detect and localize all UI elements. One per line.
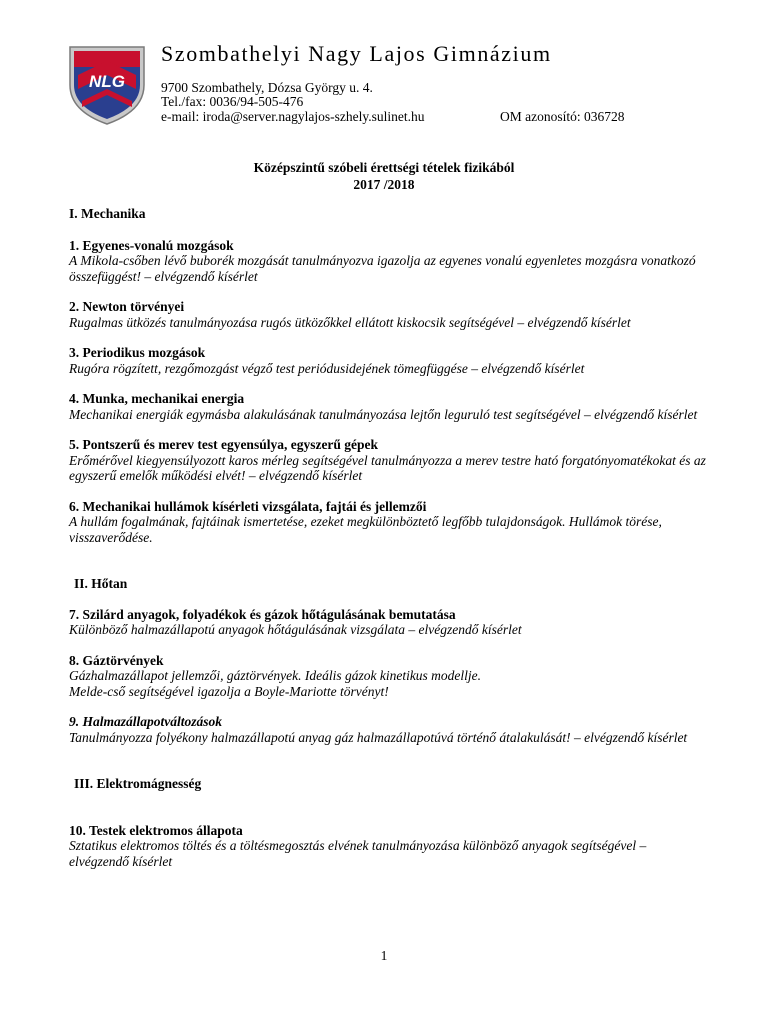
topic-item: [69, 391, 709, 422]
section-heading: III. Elektromágnesség: [74, 776, 202, 791]
shield-icon: [68, 45, 146, 125]
topic-description: A Mikola-csőben lévő buborék mozgását tanulmányozva igazolja az egyenes vonalú egyenletes mozgásra vonatkozó összefüggést! – elvégzendő kísérlet: [69, 253, 696, 284]
topic-item: [69, 714, 709, 745]
document-body: [69, 206, 709, 869]
topic-description: Gázhalmazállapot jellemzői, gáztörvények. Ideális gázok kinetikus modellje.: [69, 668, 482, 683]
school-name: Szombathelyi Nagy Lajos Gimnázium: [161, 41, 552, 66]
school-phone: Tel./fax: 0036/94-505-476: [161, 94, 304, 109]
topic-title: 10. Testek elektromos állapota: [69, 822, 243, 838]
topic-item: [69, 607, 709, 638]
topic-title: 6. Mechanikai hullámok kísérleti vizsgálata, fajtái és jellemzői: [69, 498, 427, 514]
topic-description: Sztatikus elektromos töltés és a töltésmegosztás elvének tanulmányozása különböző anyagok segítségével – elvégzendő kísérlet: [69, 838, 647, 869]
page-number: 1: [380, 948, 388, 963]
logo-text: NLG: [89, 72, 125, 91]
topic-title: 7. Szilárd anyagok, folyadékok és gázok hőtágulásának bemutatása: [69, 606, 456, 622]
topic-item: [69, 345, 709, 376]
topic-description: Erőmérővel kiegyensúlyozott karos mérleg segítségével tanulmányozza a merev testre ható forgatónyomatékokat és az egyszerű emelők működési elvét! – elvégzendő kísérlet: [69, 452, 706, 483]
topic-description: Tanulmányozza folyékony halmazállapotú anyag gáz halmazállapotúvá történő átalakulását! – elvégzendő kísérlet: [69, 729, 688, 745]
topic-description: A hullám fogalmának, fajtáinak ismertetése, ezeket megkülönböztető legfőbb tulajdonságok. Hullámok törése, visszaverődése.: [69, 514, 662, 545]
document-year: 2017 /2018: [353, 177, 415, 192]
document-title: Középszintű szóbeli érettségi tételek fizikából: [253, 160, 515, 175]
topic-item: [69, 653, 709, 700]
topic-description: Melde-cső segítségével igazolja a Boyle-Mariotte törvényt!: [69, 683, 389, 699]
topic-item: [69, 238, 709, 285]
school-address: 9700 Szombathely, Dózsa György u. 4.: [161, 80, 373, 95]
school-logo: [68, 45, 146, 125]
topic-title: 2. Newton törvényei: [69, 299, 185, 314]
om-identifier: OM azonosító: 036728: [500, 109, 625, 124]
topic-description: Rugóra rögzített, rezgőmozgást végző test periódusidejének tömegfüggése – elvégzendő kísérlet: [69, 360, 585, 376]
topic-title: 9. Halmazállapotváltozások: [69, 714, 223, 729]
topic-item: [69, 823, 709, 870]
topic-description: Rugalmas ütközés tanulmányozása rugós ütközőkkel ellátott kiskocsik segítségével – elvégzendő kísérlet: [69, 314, 631, 330]
topic-item: [69, 499, 709, 546]
section-heading: II. Hőtan: [74, 576, 128, 591]
section-heading: I. Mechanika: [69, 206, 146, 221]
topic-item: [69, 299, 709, 330]
topic-title: 3. Periodikus mozgások: [69, 345, 206, 360]
topic-title: 5. Pontszerű és merev test egyensúlya, egyszerű gépek: [69, 437, 379, 452]
topic-title: 8. Gáztörvények: [69, 652, 164, 668]
school-email: e-mail: iroda@server.nagylajos-szhely.sulinet.hu: [161, 109, 425, 124]
topic-description: Különböző halmazállapotú anyagok hőtágulásának vizsgálata – elvégzendő kísérlet: [69, 622, 522, 637]
topic-description: Mechanikai energiák egymásba alakulásának tanulmányozása lejtőn leguruló test segítségével – elvégzendő kísérlet: [69, 406, 698, 422]
topic-title: 4. Munka, mechanikai energia: [69, 391, 245, 406]
topic-title: 1. Egyenes-vonalú mozgások: [69, 237, 234, 253]
topic-item: [69, 437, 709, 484]
